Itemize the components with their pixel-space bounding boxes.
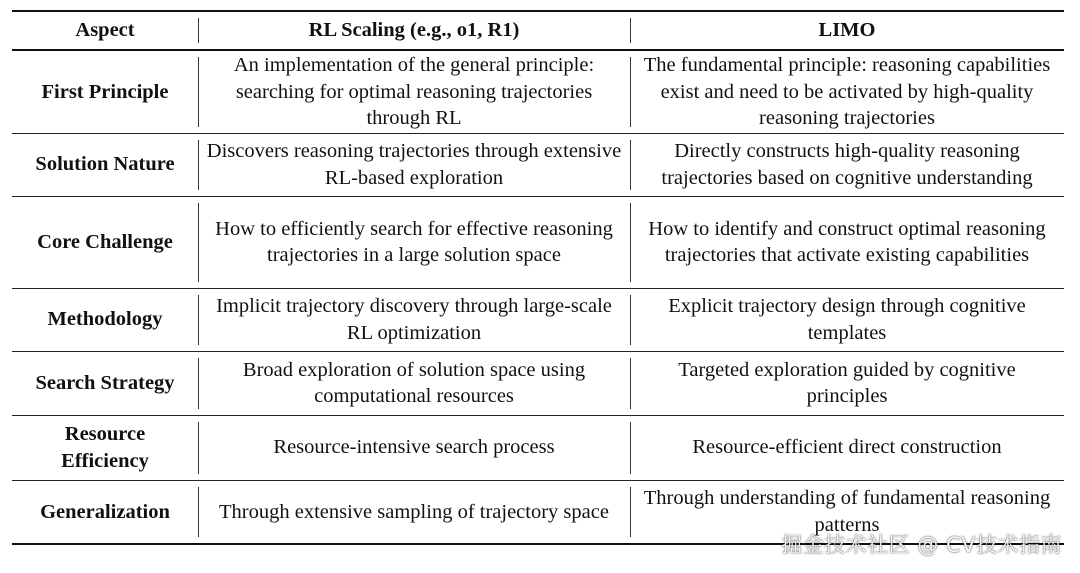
row-limo-cell: Directly constructs high-quality reasoning trajectories based on cognitive understanding [630, 133, 1064, 196]
row-aspect-cell: Methodology [47, 308, 163, 331]
row-aspect-cell: Search Strategy [35, 371, 175, 394]
row-rl-cell: Discovers reasoning trajectories through extensive RL-based exploration [198, 133, 630, 196]
row-aspect-cell: Core Challenge [37, 230, 173, 253]
row-aspect-cell: Solution Nature [35, 153, 175, 176]
comparison-table [12, 10, 1064, 545]
row-rl-cell: An implementation of the general principle: searching for optimal reasoning trajectories through RL [198, 50, 630, 133]
row-aspect-cell: Resource Efficiency [61, 423, 149, 472]
table-row [12, 133, 1064, 196]
row-limo-cell: The fundamental principle: reasoning capabilities exist and need to be activated by high-quality reasoning trajectories [630, 50, 1064, 133]
header-aspect: Aspect [12, 11, 198, 50]
row-rl-cell: Implicit trajectory discovery through large-scale RL optimization [198, 288, 630, 351]
row-rl-cell: Through extensive sampling of trajectory space [198, 480, 630, 544]
row-limo-cell: Through understanding of fundamental reasoning patterns [630, 480, 1064, 544]
table-row [12, 351, 1064, 415]
row-rl-cell: Broad exploration of solution space using computational resources [198, 351, 630, 415]
row-limo-cell: Explicit trajectory design through cognitive templates [630, 288, 1064, 351]
table-row [12, 288, 1064, 351]
header-row [12, 11, 1064, 50]
row-limo-cell: Targeted exploration guided by cognitive principles [630, 351, 1064, 415]
row-rl-cell: Resource-intensive search process [198, 415, 630, 480]
table-row [12, 415, 1064, 480]
row-aspect-cell: Generalization [40, 500, 170, 523]
row-limo-cell: How to identify and construct optimal reasoning trajectories that activate existing capabilities [630, 196, 1064, 288]
header-limo: LIMO [630, 11, 1064, 50]
watermark: 掘金技术社区 @ CV技术指南 [781, 533, 1062, 557]
row-limo-cell: Resource-efficient direct construction [630, 415, 1064, 480]
header-rl-scaling: RL Scaling (e.g., o1, R1) [198, 11, 630, 50]
table-row [12, 50, 1064, 133]
row-rl-cell: How to efficiently search for effective reasoning trajectories in a large solution space [198, 196, 630, 288]
row-aspect-cell: First Principle [41, 80, 169, 103]
table-row [12, 196, 1064, 288]
